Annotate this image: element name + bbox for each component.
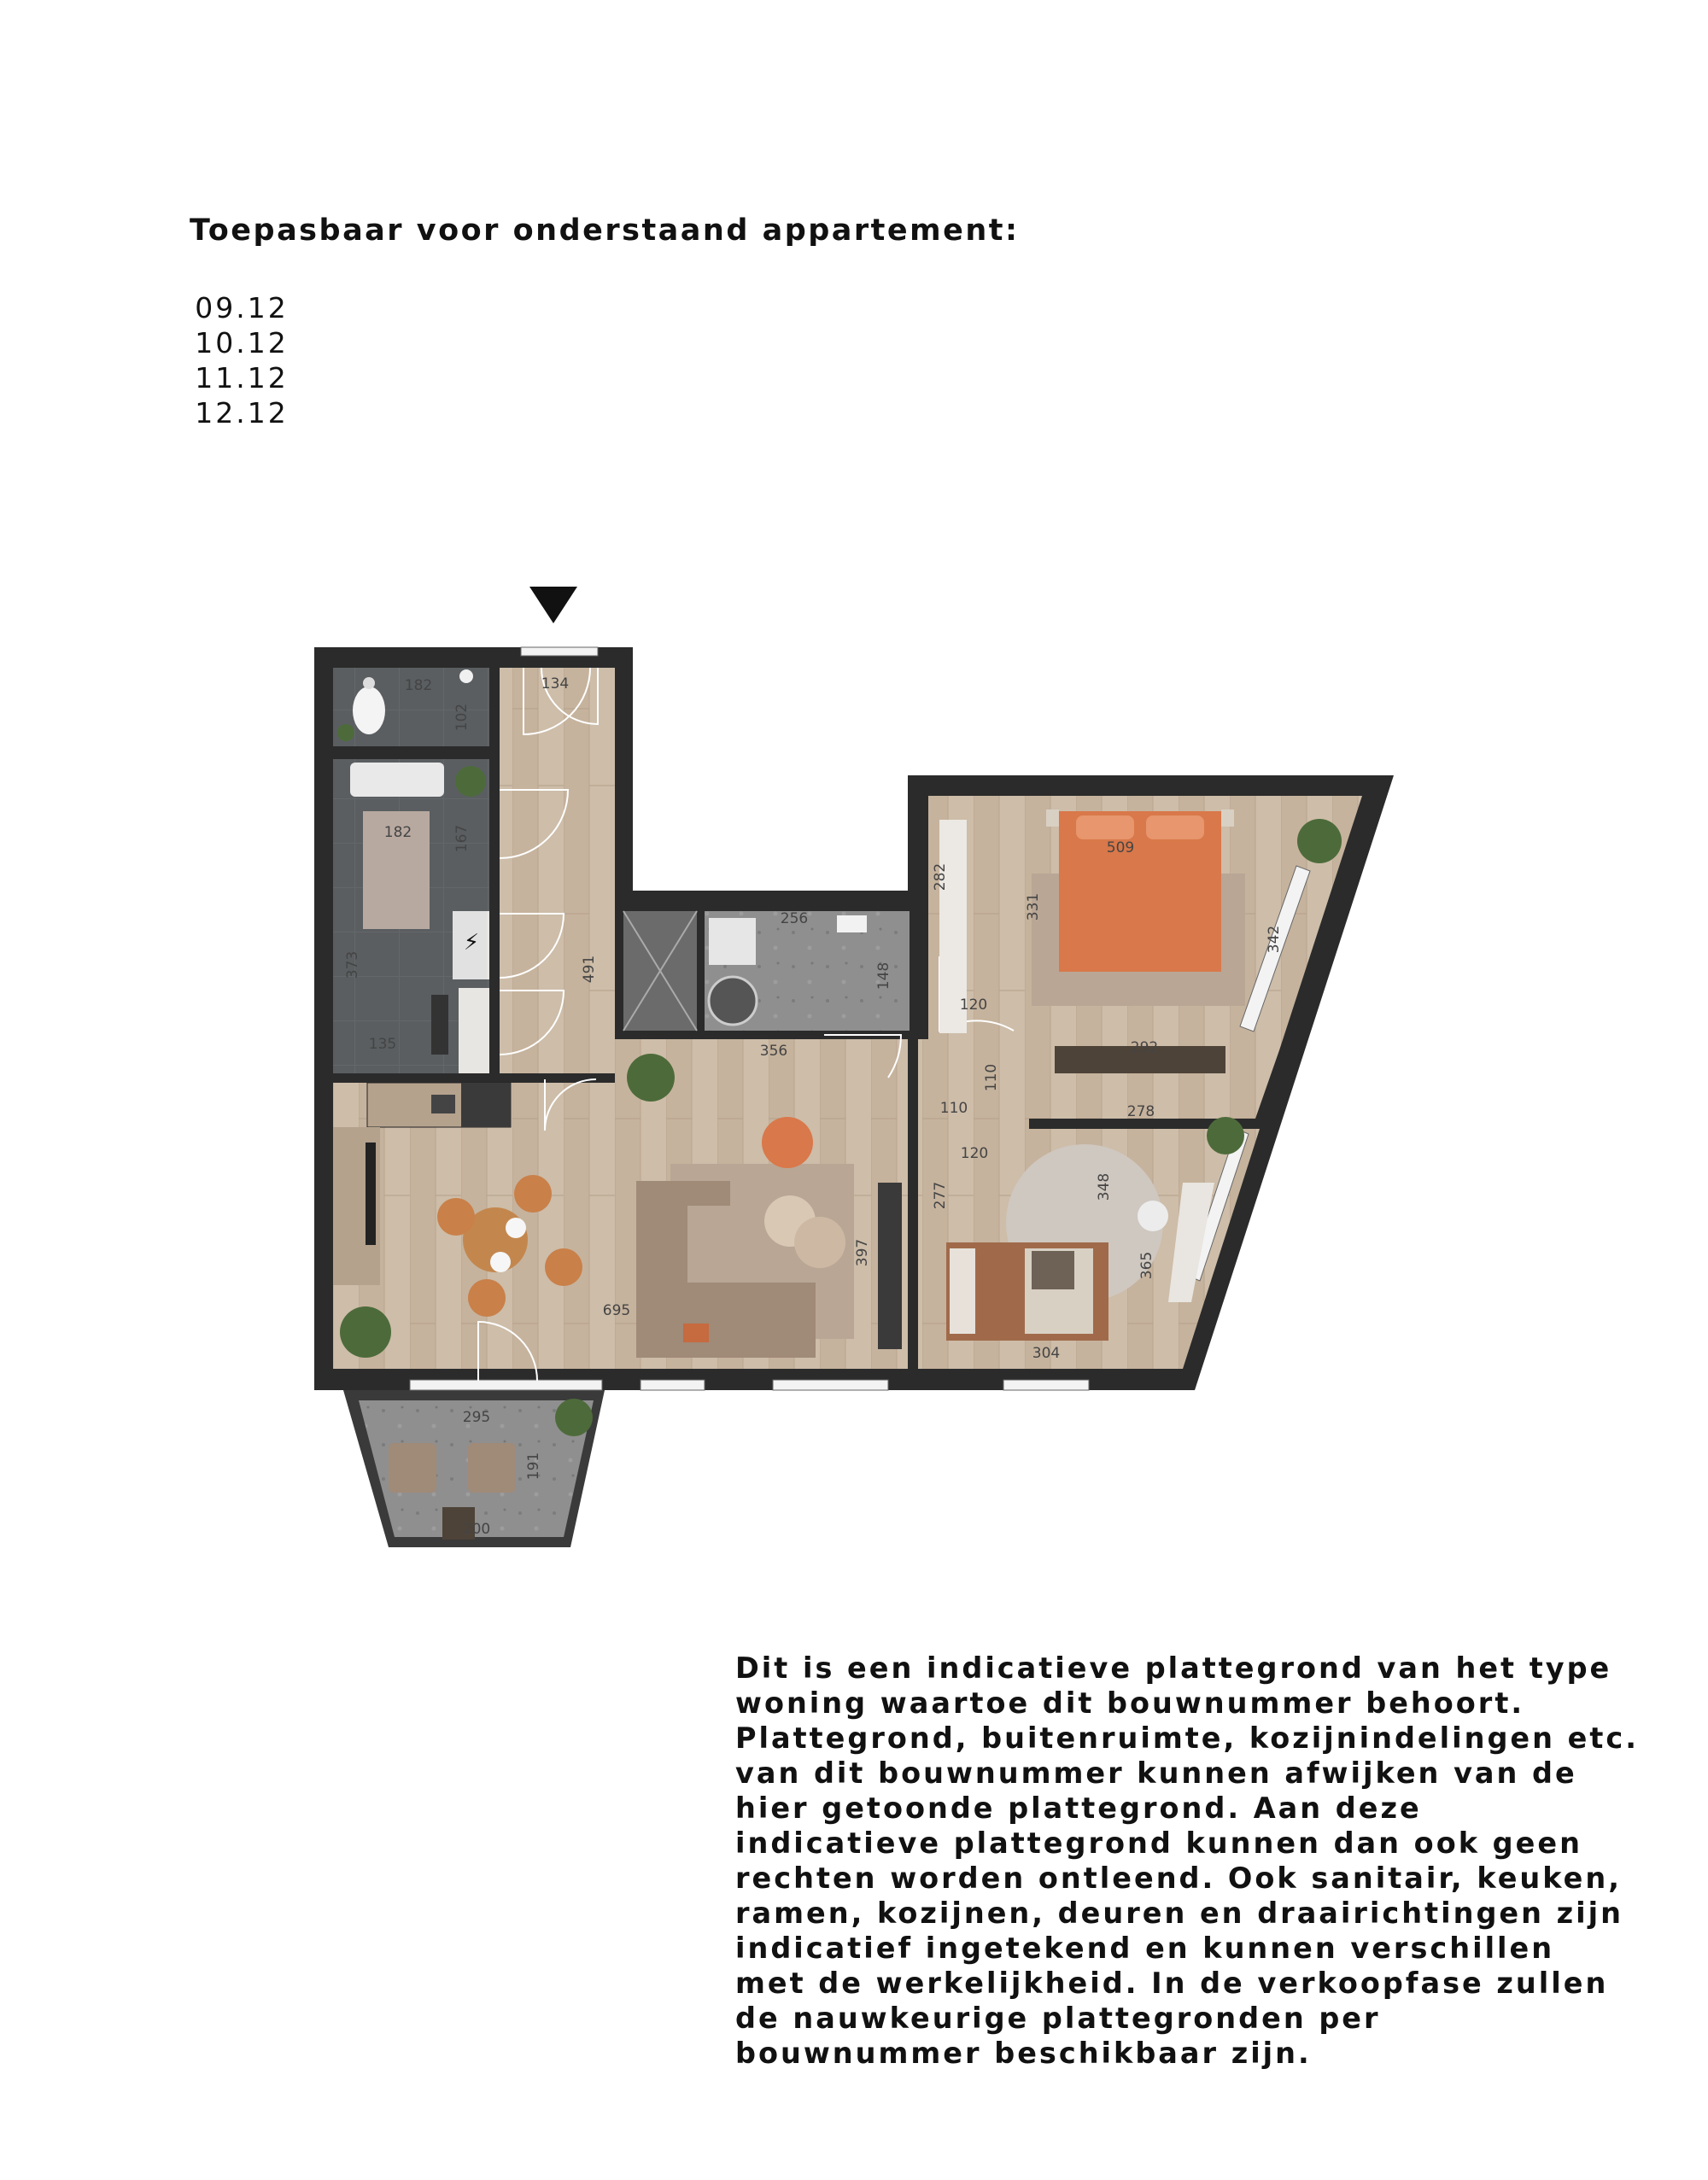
tv-cabinet [878, 1183, 902, 1349]
unit-number: 10.12 [195, 326, 289, 359]
plant-icon [627, 1054, 675, 1102]
dimension-label: 331 [1025, 892, 1042, 921]
dimension-label: 365 [1138, 1251, 1155, 1280]
toilet-icon [353, 687, 385, 734]
plant-icon [337, 724, 354, 741]
dimension-label: 120 [960, 1145, 989, 1162]
meter-cupboard-icon: ⚡ [463, 930, 480, 956]
plant-icon [455, 766, 486, 797]
plant-icon [340, 1306, 391, 1358]
dimension-label: 342 [1266, 925, 1283, 954]
dimension-label: 200 [462, 1521, 491, 1538]
disclaimer-line: woning waartoe dit bouwnummer behoort. [735, 1686, 1525, 1720]
dimension-label: 695 [602, 1302, 631, 1319]
dimension-label: 256 [780, 910, 809, 927]
disclaimer-line: bouwnummer beschikbaar zijn. [735, 2037, 1312, 2070]
disclaimer-line: hier getoonde plattegrond. Aan deze [735, 1791, 1422, 1825]
plant-icon [555, 1399, 593, 1436]
page-title: Toepasbaar voor onderstaand appartement: [190, 213, 1020, 248]
balcony-chair [389, 1443, 436, 1493]
dimension-label: 292 [1130, 1039, 1159, 1056]
disclaimer-line: Dit is een indicatieve plattegrond van het type [735, 1651, 1612, 1685]
ottoman [762, 1117, 813, 1168]
dimension-label: 278 [1126, 1103, 1155, 1120]
disclaimer-line: van dit bouwnummer kunnen afwijken van de [735, 1756, 1577, 1790]
disclaimer-line: Plattegrond, buitenruimte, kozijnindelingen etc. [735, 1721, 1639, 1755]
dimension-label: 397 [854, 1238, 871, 1267]
dimension-label: 277 [932, 1181, 949, 1210]
washing-machine-icon [709, 977, 757, 1025]
disclaimer-text [735, 1651, 1683, 2071]
dimension-label: 102 [453, 703, 471, 732]
dimension-label: 304 [1032, 1345, 1061, 1362]
dimension-label: 295 [462, 1409, 491, 1426]
dimension-label: 191 [525, 1452, 542, 1481]
disclaimer-line: indicatieve plattegrond kunnen dan ook geen [735, 1826, 1582, 1860]
plant-icon [1297, 819, 1342, 863]
boiler-icon [709, 918, 756, 965]
unit-number: 11.12 [195, 361, 289, 395]
dimension-label: 491 [581, 955, 598, 984]
balcony-chair [468, 1443, 516, 1493]
entrance-arrow-icon [529, 587, 577, 623]
dimension-label: 110 [983, 1063, 1000, 1092]
dimension-label: 167 [453, 824, 471, 853]
dimension-label: 282 [932, 862, 949, 891]
dimension-label: 110 [939, 1100, 968, 1117]
disclaimer-line: rechten worden ontleend. Ook sanitair, keuken, [735, 1861, 1622, 1895]
dimension-label: 135 [368, 1036, 397, 1053]
disclaimer-line: de nauwkeurige plattegronden per [735, 2002, 1381, 2035]
plant-icon [1207, 1117, 1244, 1154]
sink-icon [459, 669, 473, 683]
dimension-label: 373 [344, 950, 361, 979]
dimension-label: 120 [959, 996, 988, 1014]
dimension-label: 509 [1106, 839, 1135, 856]
unit-number: 09.12 [195, 291, 289, 324]
dimension-label: 134 [541, 675, 570, 693]
dimension-label: 182 [383, 824, 412, 841]
bathtub-sink-icon [350, 763, 444, 797]
disclaimer-line: indicatief ingetekend en kunnen verschillen [735, 1932, 1555, 1965]
dimension-label: 356 [759, 1043, 788, 1060]
disclaimer-line: met de werkelijkheid. In de verkoopfase zullen [735, 1967, 1609, 2000]
unit-number: 12.12 [195, 396, 289, 430]
disclaimer-line: ramen, kozijnen, deuren en draairichtingen zijn [735, 1897, 1623, 1930]
shower-drain [431, 995, 448, 1055]
dimension-label: 182 [404, 677, 433, 694]
dimension-label: 348 [1096, 1172, 1113, 1201]
dimension-label: 148 [875, 961, 892, 991]
